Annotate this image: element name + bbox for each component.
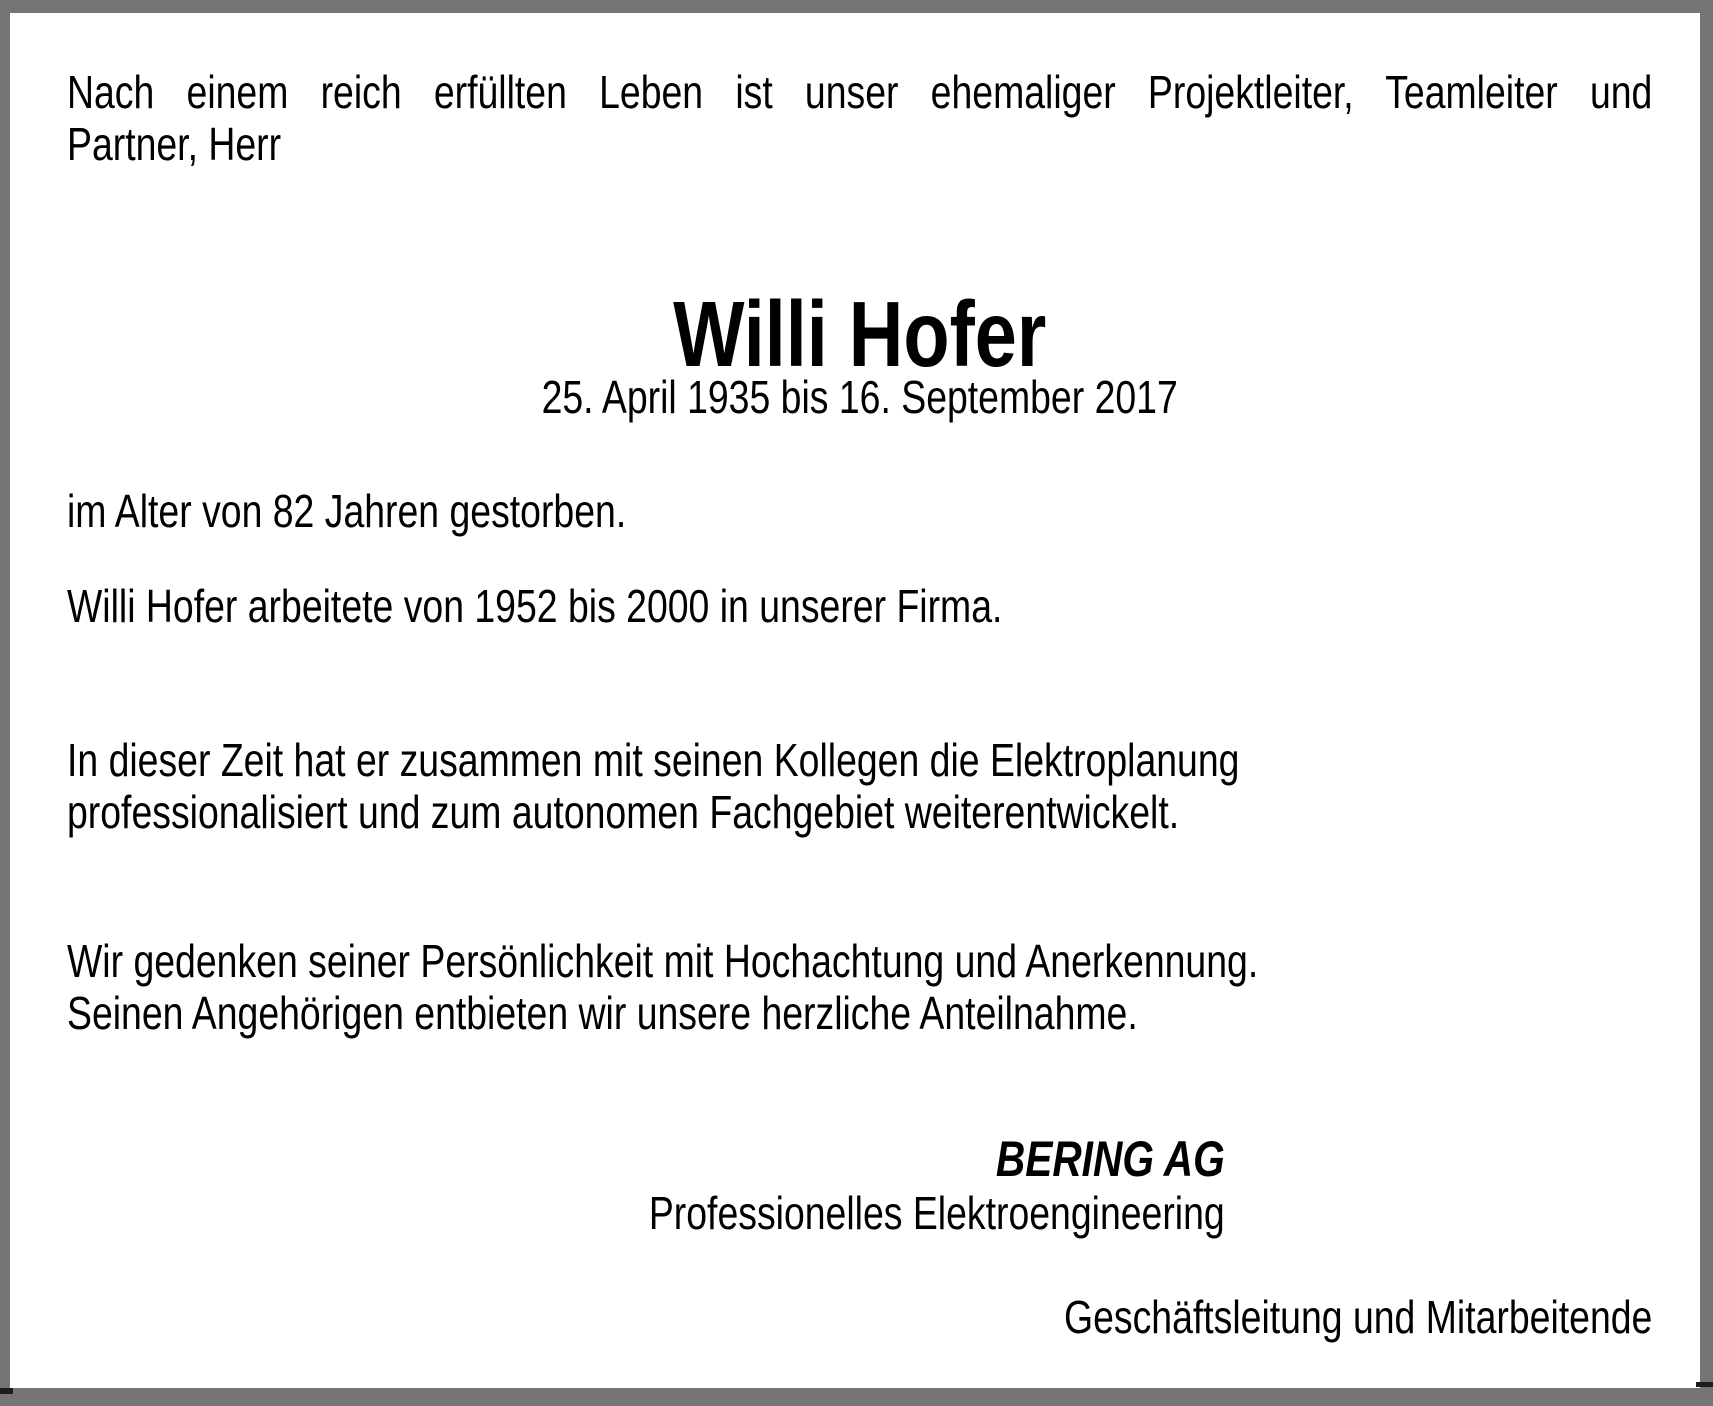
scan-artifact-bottom-left bbox=[0, 1388, 13, 1394]
paragraph-work-line-1: In dieser Zeit hat er zusammen mit seinen Kollegen die Elektroplanung bbox=[67, 734, 1240, 786]
paragraph-work-line-2: professionalisiert und zum autonomen Fachgebiet weiterentwickelt. bbox=[67, 786, 1180, 838]
paragraph-age: im Alter von 82 Jahren gestorben. bbox=[67, 485, 627, 537]
obituary-paper bbox=[10, 13, 1700, 1388]
obituary-content bbox=[67, 66, 1652, 1343]
deceased-name: Willi Hofer bbox=[673, 282, 1047, 386]
intro-line-1: Nach einem reich erfüllten Leben ist unser ehemaliger Projektleiter, Teamleiter und bbox=[67, 66, 1653, 118]
signature-line: Geschäftsleitung und Mitarbeitende bbox=[1064, 1291, 1653, 1343]
paragraph-tribute-line-2: Seinen Angehörigen entbieten wir unsere herzliche Anteilnahme. bbox=[67, 987, 1138, 1039]
life-dates: 25. April 1935 bis 16. September 2017 bbox=[541, 371, 1178, 423]
intro-paragraph bbox=[67, 66, 1652, 170]
intro-line-2: Partner, Herr bbox=[67, 118, 282, 170]
company-block bbox=[67, 1131, 1652, 1239]
paragraph-career: Willi Hofer arbeitete von 1952 bis 2000 in unserer Firma. bbox=[67, 580, 1003, 632]
paragraph-tribute bbox=[67, 935, 1652, 1039]
company-name: BERING AG bbox=[995, 1131, 1225, 1187]
paragraph-work bbox=[67, 734, 1652, 838]
company-tagline: Professionelles Elektroengineering bbox=[648, 1187, 1225, 1239]
scan-artifact-bottom-right bbox=[1696, 1382, 1713, 1387]
paragraph-tribute-line-1: Wir gedenken seiner Persönlichkeit mit Hochachtung und Anerkennung. bbox=[67, 935, 1259, 987]
